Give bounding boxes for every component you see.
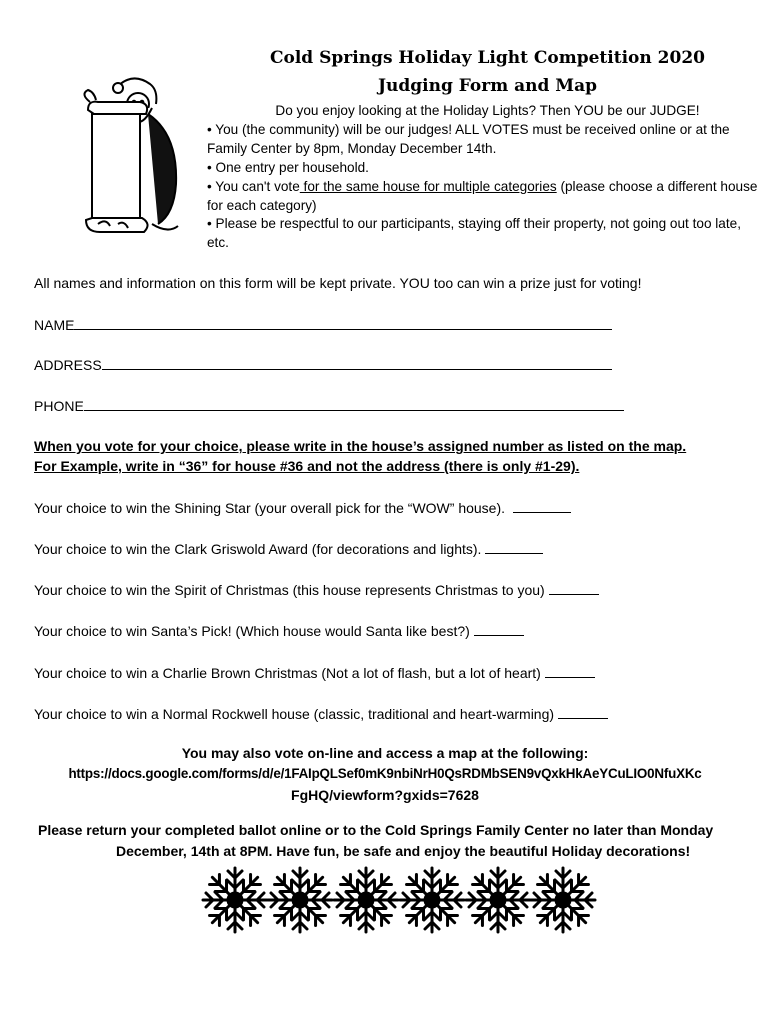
bullet-no-multiple-underlined: for the same house for multiple categories [299, 179, 557, 194]
form-title: Cold Springs Holiday Light Competition 2020 [269, 48, 705, 68]
bullet-judges-line2: Family Center by 8pm, Monday December 14th. [207, 141, 497, 156]
snowflake-icon [268, 868, 332, 932]
choice-charlie-brown [34, 664, 595, 681]
choice-clark-griswold-field[interactable] [485, 540, 543, 554]
snowflake-icon [400, 868, 464, 932]
choice-label: Your choice to win the Spirit of Christmas (this house represents Christmas to you) [34, 582, 545, 598]
phone-row [34, 397, 624, 414]
address-field[interactable] [102, 356, 612, 370]
address-row [34, 356, 612, 373]
choice-clark-griswold [34, 540, 543, 557]
phone-label: PHONE [34, 398, 84, 414]
name-label: NAME [34, 317, 75, 333]
address-label: ADDRESS [34, 357, 102, 373]
choice-label: Your choice to win the Shining Star (your overall pick for the “WOW” house). [34, 500, 506, 516]
privacy-note: All names and information on this form will be kept private. YOU too can win a prize just for voting! [34, 275, 642, 291]
form-subtitle: Judging Form and Map [377, 76, 598, 96]
online-vote-link[interactable]: https://docs.google.com/forms/d/e/1FAIpQLSef0mK9nbiNrH0QsRDMbSEN9vQxkHkAeYCuLIO0NfuXKc [68, 766, 702, 781]
intro-text: Do you enjoy looking at the Holiday Lights? Then YOU be our JUDGE! [275, 103, 700, 118]
bullet-no-multiple-line2: for each category) [207, 198, 317, 213]
choice-santas-pick-field[interactable] [474, 622, 524, 636]
bullet-no-multiple [207, 179, 757, 194]
online-vote-link-cont[interactable]: FgHQ/viewform?gxids=7628 [291, 787, 479, 803]
return-note-line1: Please return your completed ballot online or to the Cold Springs Family Center no later than Monday [38, 822, 714, 838]
choice-label: Your choice to win a Charlie Brown Christmas (Not a lot of flash, but a lot of heart) [34, 665, 541, 681]
choice-normal-rockwell [34, 705, 608, 722]
instruction-line2: For Example, write in “36” for house #36 and not the address (there is only #1-29). [34, 458, 580, 474]
bullet-one-entry: • One entry per household. [207, 160, 369, 175]
choice-santas-pick [34, 622, 524, 639]
instruction-line1: When you vote for your choice, please write in the house’s assigned number as listed on the map. [34, 438, 687, 454]
bullet-no-multiple-pre: • You can't vote [207, 179, 300, 194]
snowflake-icon [531, 868, 595, 932]
choice-spirit-of-christmas [34, 581, 599, 598]
choice-charlie-brown-field[interactable] [545, 664, 595, 678]
bullet-respectful-line1: • Please be respectful to our participants, staying off their property, not going out too late, [207, 216, 741, 231]
phone-field[interactable] [84, 397, 624, 411]
snowflake-icon [334, 868, 398, 932]
choice-label: Your choice to win the Clark Griswold Award (for decorations and lights). [34, 541, 482, 557]
santa-scroll-icon [78, 74, 188, 244]
snowflake-border [198, 862, 598, 938]
choice-normal-rockwell-field[interactable] [558, 705, 608, 719]
choice-shining-star [34, 499, 571, 516]
online-vote-heading: You may also vote on-line and access a map at the following: [181, 745, 589, 761]
snowflake-icon [203, 868, 267, 932]
choice-label: Your choice to win a Normal Rockwell house (classic, traditional and heart-warming) [34, 706, 555, 722]
choice-spirit-field[interactable] [549, 581, 599, 595]
choice-shining-star-field[interactable] [513, 499, 571, 513]
bullet-judges-line1: • You (the community) will be our judges! ALL VOTES must be received online or at the [207, 122, 730, 137]
return-note-line2: December, 14th at 8PM. Have fun, be safe and enjoy the beautiful Holiday decorations! [116, 843, 691, 859]
bullet-no-multiple-post: (please choose a different house [556, 179, 758, 194]
name-row [34, 316, 612, 333]
choice-label: Your choice to win Santa’s Pick! (Which house would Santa like best?) [34, 623, 470, 639]
name-field[interactable] [74, 316, 612, 330]
snowflake-icon [466, 868, 530, 932]
bullet-respectful-line2: etc. [207, 235, 229, 250]
